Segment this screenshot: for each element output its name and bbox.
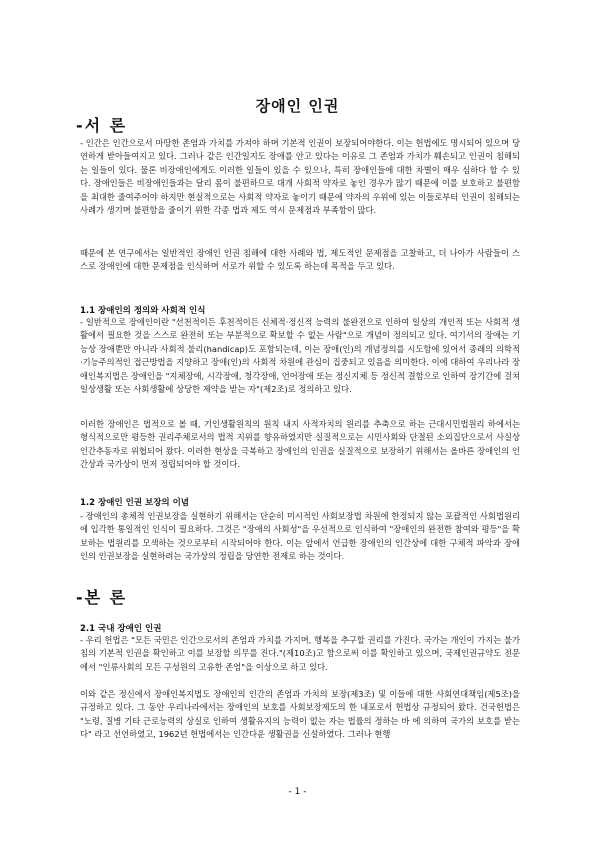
section-2-1-paragraph-2: 이와 같은 정신에서 장애인복지법도 장애인의 인간의 존엄과 가치의 보장(제3조) 및 이들에 대한 사회연대책임(제5조)을 규정하고 있다. 그 동안 우리나라에서는 장애인의 보호를 사회보장제도의 한 내포로서 헌법상 규정되어 왔다. 건국헌법은 "노령, 질병 기타 근로능력의 상실로 인하여 생활유지의 능력이 없는 자는 법률의 정하는 바 에 의하여 국가의 보호를 받는다" 라고 선언하였고, 1962년 헌법에서는 인간다운 생활권을 신설하였다. 그러나 현행 — [80, 689, 520, 740]
section-2-1-heading: 2.1 국내 장애인 인권 — [80, 624, 162, 634]
section-1-1-paragraph-1: - 일반적으로 장애인이란 "선천적이든 후천적이든 신체적·정신적 능력의 불완전으로 인하여 일상의 개인적 또는 사회적 생활에서 필요한 것을 스스로 완전히 또는 부분적으로 확보할 수 없는 사람"으로 개념이 정의되고 있다. 여기서의 장애는 기능상 장애뿐만 아니라 사회적 불리(handicap)도 포함되는데, 이는 장애(인)의 개념정의를 시도함에 있어서 종래의 의학적·기능주의적인 접근방법을 지양하고 장애(인)의 사회적 차원에 관심이 집중되고 있음을 의미한다. 이에 대하여 우리나라 장애인복지법은 장애인을 "지체장애, 시각장애, 청각장애, 언어장애 또는 정신지체 등 정신적 결함으로 인하여 장기간에 걸쳐 일상생활 또는 사회생활에 상당한 제약을 받는 자"(제2조)로 정의하고 있다. — [80, 317, 520, 395]
section-1-1-paragraph-2: 이러한 장애인은 법적으로 볼 때, 기인생활원칙의 원칙 내지 사적자치의 원리를 추축으로 하는 근대시민법원리 하에서는 형식적으로만 평등한 권리주체로서의 법적 지위를 향유하였지만 실질적으로는 시민사회와 단절된 소외집단으로서 사실상 인간추동자로 위협되어 왔다. 이러한 현상을 극복하고 장애인의 인권을 실질적으로 보장하기 위해서는 올바른 장애인의 인간상과 국가상이 먼저 정립되어야 할 것이다. — [80, 419, 520, 470]
intro-paragraph-1: - 인간은 인간으로서 마땅한 존엄과 가치를 가져야 하며 기본적 인권이 보장되어야한다. 이는 헌법에도 명시되어 있으며 당연하게 받아들여지고 있다. 그러나 같은 인간일지도 장애를 안고 있다는 이유로 그 존엄과 가치가 훼손되고 인권이 침해되는 일들이 있다. 물론 비장애인에게도 이러한 일들이 있을 수 있으나, 특히 장애인들에 대한 차별이 매우 심하다 할 수 있다. 장애인들은 비장애인들과는 달리 몸이 불편하므로 대개 사회적 약자로 놓인 경우가 많기 때문에 이를 보호하고 불편함을 최대한 줄여주어야 하지만 현실적으로는 사회적 약자로 놓이기 때문에 약자의 우위에 있는 이들로부터 인권이 침해되는 사례가 생기며 불편함을 줄이기 위한 각종 법과 제도 역시 문제점과 부족함이 많다. — [80, 138, 520, 216]
section-1-2-heading: 1.2 장애인 인권 보장의 이념 — [80, 498, 190, 508]
intro-heading: -서 론 — [76, 116, 128, 135]
section-1-1-heading: 1.1 장애인의 정의와 사회적 인식 — [80, 306, 206, 316]
intro-paragraph-2: 때문에 본 연구에서는 일반적인 장애인 인권 침해에 대한 사례와 법, 제도적인 문제점을 고찰하고, 더 나아가 사람들이 스스로 장애인에 대한 문제점을 인식하며 서로가 위할 수 있도록 하는데 목적을 두고 있다. — [80, 248, 520, 272]
document-title: 장애인 인권 — [255, 97, 340, 115]
page-number: - 1 - — [288, 787, 307, 797]
section-2-1-paragraph-1: - 우리 헌법은 "모든 국민은 인간으로서의 존엄과 가치를 가지며, 행복을 추구할 권리를 가진다. 국가는 개인이 가지는 불가침의 기본적 인권을 확인하고 이를 보장할 의무를 진다."(제10조)고 함으로써 이를 확인하고 있으며, 국제인권규약도 전문에서 "인류사회의 모든 구성원의 고유한 존엄"을 이상으로 하고 있다. — [80, 635, 520, 672]
body-heading: -본 론 — [76, 588, 128, 607]
section-1-2-paragraph: - 장애인의 총체적 인권보장을 실현하기 위해서는 단순히 미시적인 사회보장법 차원에 한정되지 않는 포괄적인 사회법원리에 입각한 통일적인 인식이 필요하다. 그것은 "장애의 사회성"을 우선적으로 인식하여 "장애인의 완전한 참여와 평등"을 확보하는 법원리를 모색하는 것으로부터 시작되어야 한다. 이는 앞에서 언급한 장애인의 인간상에 대한 구체적 파악과 장애인의 인권보장을 실현하려는 국가상의 정립을 당연한 전제로 하는 것이다. — [80, 511, 520, 562]
